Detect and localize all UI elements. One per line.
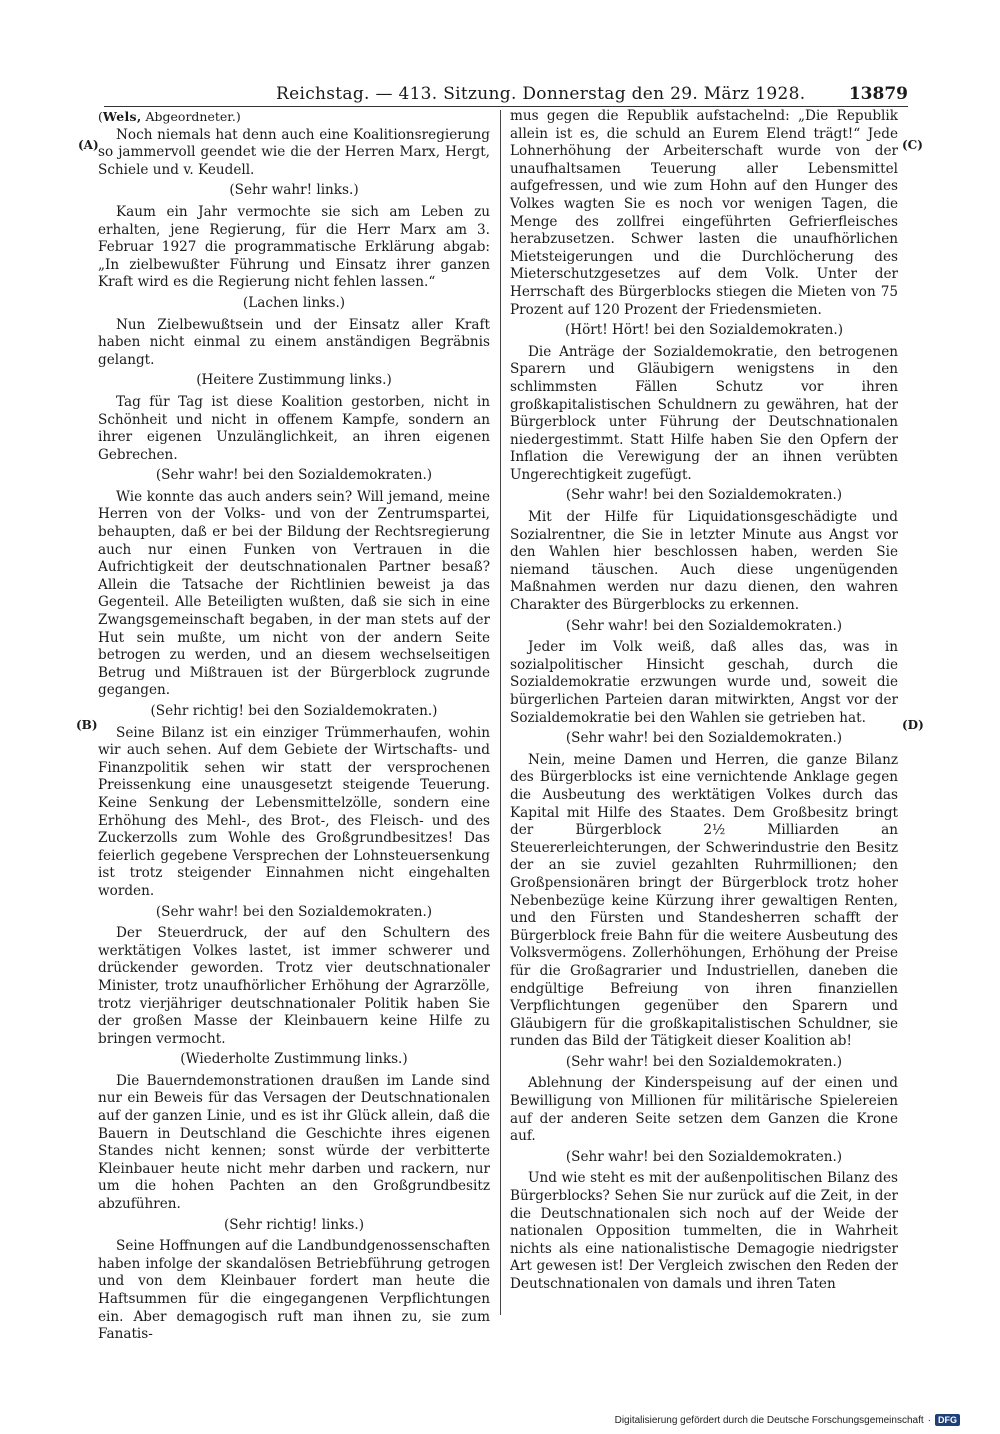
speaker-name: Wels, xyxy=(102,109,142,124)
margin-mark-b: (B) xyxy=(76,718,98,732)
paragraph: Seine Hoffnungen auf die Landbundgenossenschaften haben infolge der skandalösen Betriebführung getrogen und von dem Kleinbauer fordert man heute die Haftsummen für die eingegangenen Verpflichtungen ein. Aber demagogisch ruft man ihnen zu, sie zum Fanatis- xyxy=(98,1238,490,1343)
header-rule xyxy=(104,106,908,107)
paragraph: Wie konnte das auch anders sein? Will jemand, meine Herren von der Volks- und von der Zentrumspartei, behaupten, daß er bei der Bildung der Rechtsregierung auch nur einen Funken von Vertrauen in die Aufrichtigkeit der deutschnationalen Partner besaß? Allein die Tatsache der Richtlinien beweist ja das Gegenteil. Alle Beteiligten wußten, daß sie sich in eine Zwangsgemeinschaft begaben, in der man stets auf der Hut sein mußte, um nicht von der andern Seite betrogen zu werden, und an diesem wechselseitigen Betrug und Mißtrauen ist der Bürgerblock zugrunde gegangen. xyxy=(98,488,490,699)
paragraph: Ablehnung der Kinderspeisung auf der einen und Bewilligung von Millionen für militärische Spielereien auf der anderen Seite setzen dem Ganzen die Krone auf. xyxy=(510,1075,898,1145)
dfg-logo-icon: DFG xyxy=(935,1414,960,1426)
paragraph: Und wie steht es mit der außenpolitischen Bilanz des Bürgerblocks? Sehen Sie nur zurück auf die Zeit, in der die Deutschnationalen sich noch auf der Weide der nationalen Opposition tummelten, die in Wahrheit nichts als eine nationalistische Demagogie niedrigster Art gewesen ist! Der Vergleich zwischen den Reden der Deutschnationalen von damals und ihren Taten xyxy=(510,1170,898,1292)
footer-separator: · xyxy=(927,1414,931,1426)
interjection: (Hört! Hört! bei den Sozialdemokraten.) xyxy=(564,322,844,339)
margin-mark-c: (C) xyxy=(902,138,923,152)
paragraph: Tag für Tag ist diese Koalition gestorben, nicht in Schönheit und nicht in offenem Kampfe, sondern an ihrer eigenen Unzulänglichkeit, an ihren eigenen Gebrechen. xyxy=(98,393,490,463)
paragraph: Der Steuerdruck, der auf den Schultern des werktätigen Volkes lastet, ist immer schwerer und drückender geworden. Trotz vier deutschnationaler Minister, trotz unaufhörlicher Erhöhung der Agrarzölle, trotz vierjähriger deutschnationaler Politik haben Sie der großen Masse der Kleinbauern keine Hilfe zu bringen vermocht. xyxy=(98,925,490,1047)
interjection: (Heitere Zustimmung links.) xyxy=(196,372,392,389)
interjection: (Sehr richtig! links.) xyxy=(223,1216,365,1233)
paragraph: Die Bauerndemonstrationen draußen im Lande sind nur ein Beweis für das Versagen der Deutschnationalen auf der ganzen Linie, und es ist ihr Glück allein, daß die Bauern in Deutschland die Geschichte ihres eigenen Standes nicht kennen; sonst würde der verbitterte Kleinbauer heute nicht mehr darben und rackern, nur um die hohen Pachten an den Großgrundbesitz abzuführen. xyxy=(98,1072,490,1213)
paragraph: Die Anträge der Sozialdemokratie, den betrogenen Sparern und Gläubigern wenigstens in den schlimmsten Fällen Schutz vor ihren großkapitalistischen Schuldnern zu gewähren, hat der Bürgerblock unter Führung der Deutschnationalen niedergestimmt. Statt Hilfe haben Sie den Opfern der Inflation die Verewigung der an ihnen verübten Ungerechtigkeit zugefügt. xyxy=(510,343,898,483)
interjection: (Sehr wahr! bei den Sozialdemokraten.) xyxy=(565,730,843,747)
paragraph: Noch niemals hat denn auch eine Koalitionsregierung so jammervoll geendet wie die der Herren Marx, Hergt, Schiele und v. Keudell. xyxy=(98,126,490,178)
margin-mark-a: (A) xyxy=(78,138,99,152)
paragraph: Mit der Hilfe für Liquidationsgeschädigte und Sozialrentner, die Sie in letzter Minute aus Angst vor den Wahlen hier beschlossen haben, werden Sie niemand täuschen. Auch diese ungenügenden Maßnahmen werden nur dazu dienen, den wahren Charakter des Bürgerblocks zu erkennen. xyxy=(510,509,898,614)
interjection: (Sehr richtig! bei den Sozialdemokraten.) xyxy=(150,703,438,719)
interjection: (Sehr wahr! links.) xyxy=(229,182,359,199)
interjection: (Sehr wahr! bei den Sozialdemokraten.) xyxy=(565,1148,843,1165)
interjection: (Sehr wahr! bei den Sozialdemokraten.) xyxy=(565,487,843,504)
interjection: (Lachen links.) xyxy=(242,294,346,311)
paragraph: Kaum ein Jahr vermochte sie sich am Leben zu erhalten, jene Regierung, für die Herr Marx am 3. Februar 1927 die programmatische Erklärung abgab: „In zielbewußter Führung und Einsatz ihrer ganzen Kraft wird es die Regierung nicht fehlen lassen.“ xyxy=(98,203,490,291)
speaker-line: (Wels, Abgeordneter.) xyxy=(98,109,241,124)
page-number: 13879 xyxy=(848,84,908,104)
paragraph: mus gegen die Republik aufstachelnd: „Die Republik allein ist es, die schuld an Eurem Elend trägt!“ Jede Lohnerhöhung der Arbeiterschaft wurde von der unaufhaltsamen Teuerung aller Lebensmittel aufgefressen, und wie zum Hohn auf den Hunger des Volkes wagten Sie es noch vor wenigen Tagen, die Menge des zollfrei eingeführten Gefrierfleisches herabzusetzen. Schwer lasten die unaufhörlichen Mietsteigerungen und die Durchlöcherung des Mieterschutzgesetzes auf dem Volk. Unter der Herrschaft des Bürgerblocks stiegen die Mieten von 75 Prozent auf 120 Prozent der Friedensmieten. xyxy=(510,108,898,318)
footer-text: Digitalisierung gefördert durch die Deutsche Forschungsgemeinschaft xyxy=(614,1414,924,1426)
interjection: (Sehr wahr! bei den Sozialdemokraten.) xyxy=(565,617,843,634)
interjection: (Wiederholte Zustimmung links.) xyxy=(180,1051,408,1068)
digitization-footer xyxy=(615,1414,960,1426)
left-column xyxy=(98,108,490,1346)
interjection: (Sehr wahr! bei den Sozialdemokraten.) xyxy=(565,1053,843,1070)
page-header xyxy=(0,84,1000,106)
column-divider xyxy=(500,110,501,1315)
paragraph: Nein, meine Damen und Herren, die ganze Bilanz des Bürgerblocks ist eine vernichtende Anklage gegen die Ausbeutung des werktätigen Volkes durch das Kapital mit Hilfe des Staates. Dem Großbesitz bringt der Bürgerblock 2½ Milliarden an Steuererleichterungen, der Schwerindustrie den Besitz der an sie zuviel gezahlten Ruhrmillionen; den Großpensionären bringt der Bürgerblock trotz hoher Nebenbezüge keine Kürzung ihrer gewaltigen Renten, und den Fürsten und Standesherren schafft der Bürgerblock freie Bahn für die weitere Ausbeutung des Volksvermögens. Zollerhöhungen, Erhöhung der Preise für die Großagrarier und Industriellen, daneben die endgültige Befreiung von ihren finanziellen Verpflichtungen gegenüber den Sparern und Gläubigern für die großkapitalistischen Schuldner, sie runden das Bild der Tätigkeit dieser Koalition ab! xyxy=(510,751,898,1050)
paragraph: Jeder im Volk weiß, daß alles das, was in sozialpolitischer Hinsicht geschah, durch die Sozialdemokratie erzwungen wurde und, soweit die bürgerlichen Parteien daran mitwirkten, Angst vor der Sozialdemokratie bei den Wahlen sie getrieben hat. xyxy=(510,639,898,726)
margin-mark-d: (D) xyxy=(902,718,924,732)
speaker-role: Abgeordneter.) xyxy=(145,109,241,124)
running-title: Reichstag. — 413. Sitzung. Donnerstag den 29. März 1928. xyxy=(276,84,806,104)
interjection: (Sehr wahr! bei den Sozialdemokraten.) xyxy=(155,903,433,920)
paragraph: Seine Bilanz ist ein einziger Trümmerhaufen, wohin wir auch sehen. Auf dem Gebiete der Wirtschafts- und Finanzpolitik sehen wir statt der versprochenen Preissenkung eine unausgesetzt steigende Teuerung. Keine Senkung der Lebensmittelzölle, sondern eine Erhöhung des Mehl-, des Brot-, des Fleisch- und des Zuckerzolls zum Wohle des Großgrundbesitzes! Das feierlich gegebene Versprechen der Lohnsteuersenkung ist trotz steigender Einnahmen nicht eingehalten worden. xyxy=(98,724,490,899)
interjection: (Sehr wahr! bei den Sozialdemokraten.) xyxy=(155,467,433,484)
right-column xyxy=(510,108,898,1296)
paragraph: Nun Zielbewußtsein und der Einsatz aller Kraft haben nicht einmal zu einem anständigen Begräbnis gelangt. xyxy=(98,316,490,368)
